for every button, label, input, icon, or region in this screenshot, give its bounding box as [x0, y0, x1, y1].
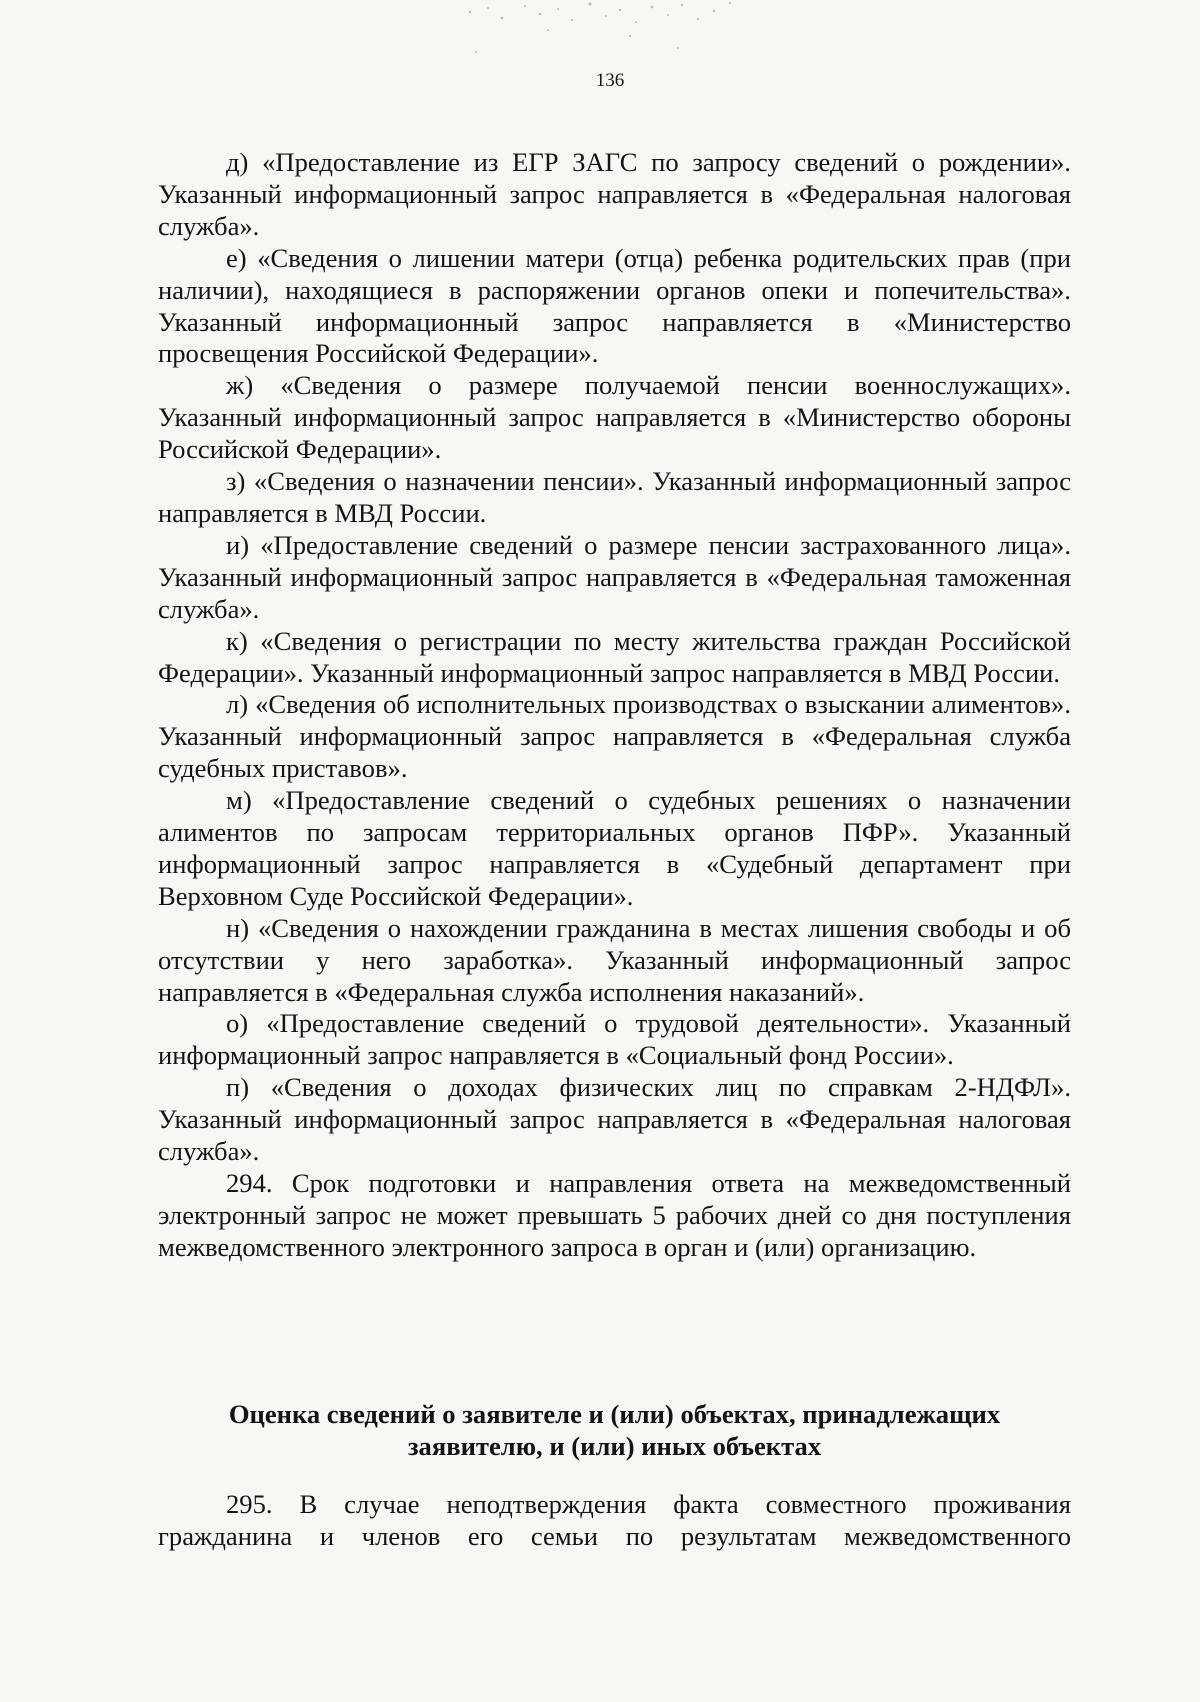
paragraph-zh: ж) «Сведения о размере получаемой пенсии военнослужащих». Указанный информационный запрос направляется в «Министерство обороны Российской Федерации». — [158, 370, 1071, 465]
paragraph-p: п) «Сведения о доходах физических лиц по справкам 2-НДФЛ». Указанный информационный запрос направляется в «Федеральная налоговая служба». — [158, 1072, 1071, 1167]
paragraph-l: л) «Сведения об исполнительных производствах о взыскании алиментов». Указанный информационный запрос направляется в «Федеральная служба судебных приставов». — [158, 689, 1071, 784]
paragraph-z: з) «Сведения о назначении пенсии». Указанный информационный запрос направляется в МВД России. — [158, 466, 1071, 528]
paragraph-e: е) «Сведения о лишении матери (отца) ребенка родительских прав (при наличии), находящиеся в распоряжении органов опеки и попечительства». Указанный информационный запрос направляется в «Министерство просвещения Российской Федерации». — [158, 242, 1071, 369]
section-heading — [158, 1398, 1071, 1462]
paragraph-o: о) «Предоставление сведений о трудовой деятельности». Указанный информационный запрос направляется в «Социальный фонд России». — [158, 1008, 1071, 1071]
section-heading-line-1: Оценка сведений о заявителе и (или) объектах, принадлежащих — [228, 1399, 1001, 1429]
paragraph-294: 294. Срок подготовки и направления ответа на межведомственный электронный запрос не может превышать 5 рабочих дней со дня поступления межведомственного электронного запроса в орган и (или) организацию. — [158, 1168, 1071, 1262]
page-number: 136 — [595, 70, 625, 91]
body-text — [158, 147, 1071, 1264]
paragraph-k: к) «Сведения о регистрации по месту жительства граждан Российской Федерации». Указанный информационный запрос направляется в МВД России. — [158, 625, 1071, 688]
scan-noise — [430, 0, 790, 60]
final-text — [158, 1488, 1071, 1552]
paragraph-295: 295. В случае неподтверждения факта совместного проживания гражданина и членов его семьи по результатам межведомственного — [158, 1489, 1071, 1551]
section-heading-line-2: заявителю, и (или) иных объектах — [407, 1431, 822, 1461]
paragraph-m: м) «Предоставление сведений о судебных решениях о назначении алиментов по запросам территориальных органов ПФР». Указанный информационный запрос направляется в «Судебный департамент при Верховном Суде Российской Федерации». — [158, 785, 1071, 911]
paragraph-n: н) «Сведения о нахождении гражданина в местах лишения свободы и об отсутствии у него заработка». Указанный информационный запрос направляется в «Федеральная служба исполнения наказаний». — [158, 912, 1071, 1007]
paragraph-d: д) «Предоставление из ЕГР ЗАГС по запросу сведений о рождении». Указанный информационный запрос направляется в «Федеральная налоговая служба». — [158, 147, 1071, 241]
paragraph-i: и) «Предоставление сведений о размере пенсии застрахованного лица». Указанный информационный запрос направляется в «Федеральная таможенная служба». — [158, 529, 1071, 624]
